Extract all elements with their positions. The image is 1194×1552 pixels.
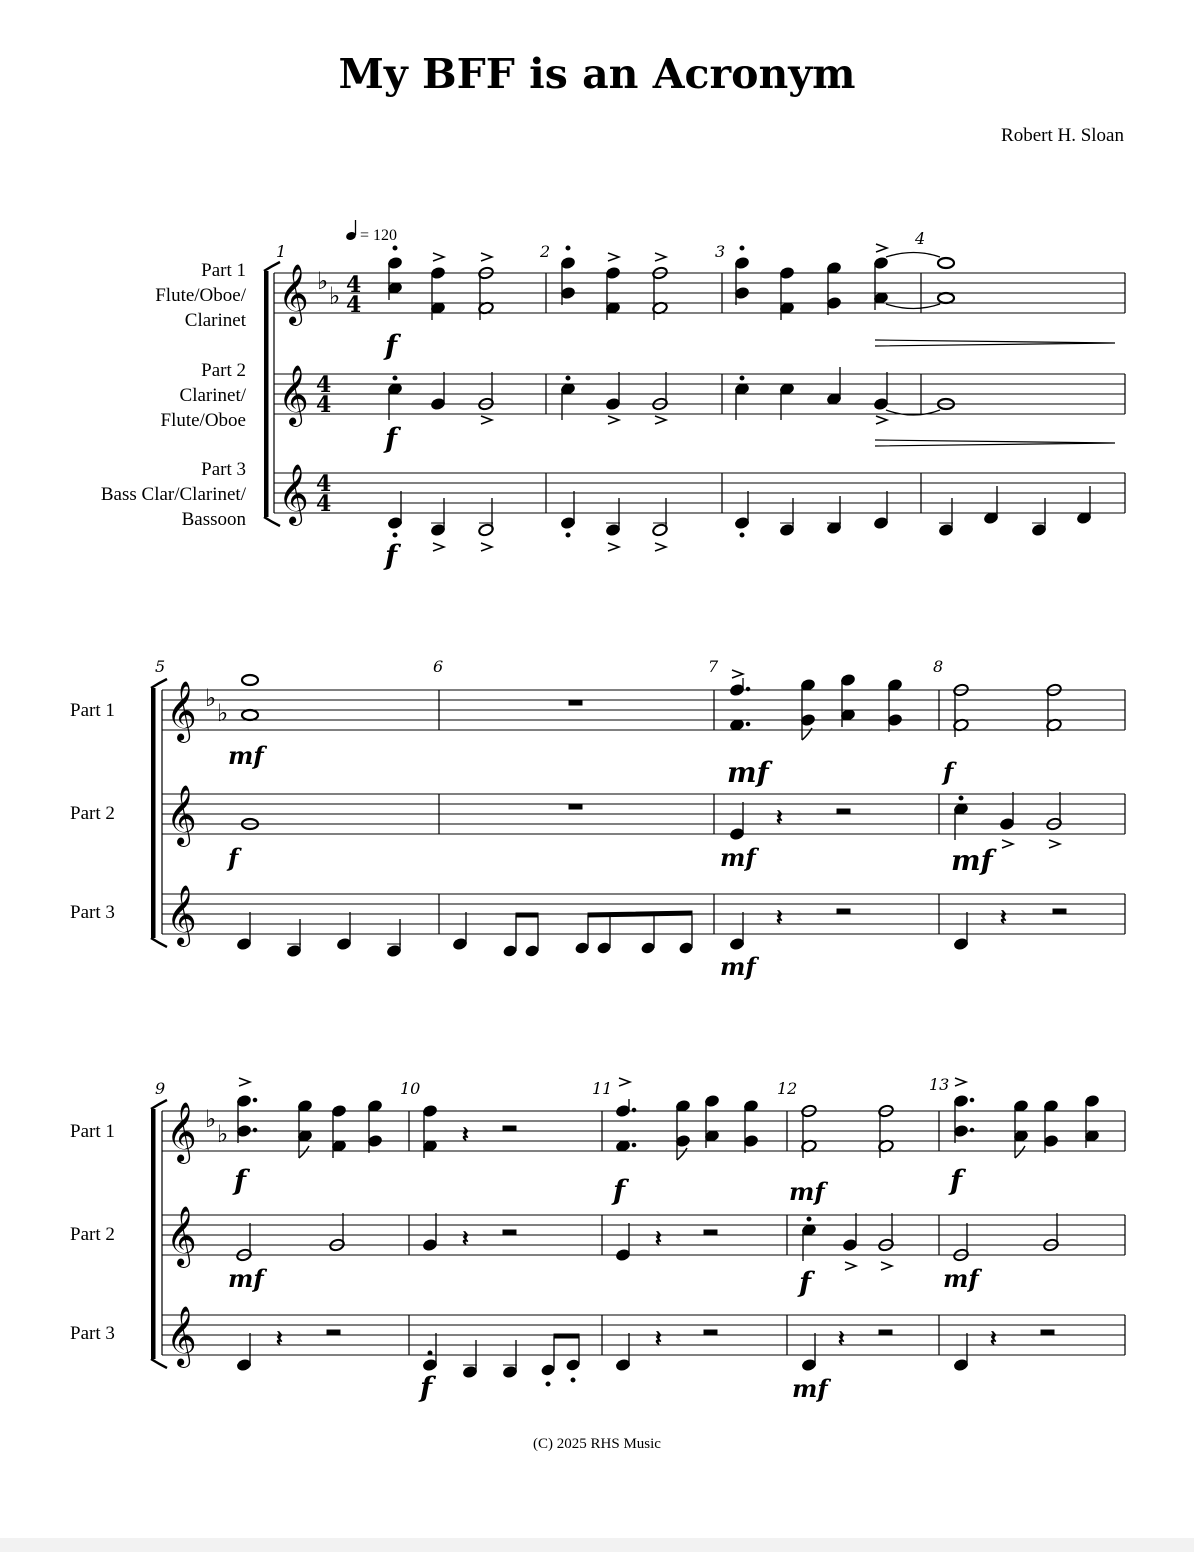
flat-icon: ♭ <box>329 282 341 310</box>
part-1-instrument-line-1: Flute/Oboe/ <box>155 285 246 306</box>
system-3-part-1-name: Part 1 <box>70 1121 115 1142</box>
whole-rest <box>569 804 582 809</box>
part-2-instrument-line-1: Clarinet/ <box>179 385 246 406</box>
system-1 <box>264 229 1125 572</box>
flat-icon: ♭ <box>217 1120 229 1148</box>
dynamic-marking: mf <box>720 952 756 981</box>
flat-icon: ♭ <box>217 699 229 727</box>
half-rest <box>1041 1330 1054 1335</box>
dynamic-marking: f <box>385 329 398 362</box>
system-2 <box>151 657 1125 981</box>
quarter-rest-icon: 𝄽 <box>1000 906 1007 931</box>
system-3-staves <box>162 1111 1125 1355</box>
accents <box>433 244 887 261</box>
system-3-part-3-name: Part 3 <box>70 1323 115 1344</box>
dynamic-marking: mf <box>789 1177 825 1206</box>
system-1-staff-part-2 <box>274 374 1125 414</box>
part-2-instrument-line-2: Flute/Oboe <box>160 410 246 431</box>
score-title: My BFF is an Acronym <box>338 50 856 98</box>
system-3-bracket <box>151 1100 167 1368</box>
system-1-staff-part-1 <box>274 273 1125 313</box>
measure-number: 2 <box>540 242 551 261</box>
treble-clef-icon: 𝄞 <box>166 1206 197 1266</box>
part-3-instrument-line-2: Bassoon <box>181 509 246 530</box>
dynamic-marking: f <box>228 843 239 872</box>
system-2-part-2-name: Part 2 <box>70 803 115 824</box>
half-rest <box>503 1126 516 1131</box>
dynamic-marking: f <box>385 422 398 455</box>
measure-number: 7 <box>708 657 719 676</box>
part-3-label: Part 3 <box>201 459 246 480</box>
half-rest <box>837 909 850 914</box>
quarter-rest-icon: 𝄽 <box>655 1327 662 1352</box>
bottom-strip <box>0 1538 1194 1552</box>
treble-clef-icon: 𝄞 <box>166 785 197 845</box>
dynamic-marking: f <box>385 539 398 572</box>
tempo-marking <box>345 220 397 244</box>
half-rest <box>1053 909 1066 914</box>
measure-number: 13 <box>929 1075 950 1094</box>
time-signature-bottom: 4 <box>316 392 332 418</box>
quarter-rest-icon: 𝄽 <box>462 1123 469 1148</box>
treble-clef-icon: 𝄞 <box>166 885 197 945</box>
part-1-instrument-line-2: Clarinet <box>184 310 246 331</box>
measure-number: 9 <box>155 1079 166 1098</box>
quarter-rest-icon: 𝄽 <box>776 906 783 931</box>
dynamic-marking: mf <box>228 741 264 770</box>
half-rest <box>704 1230 717 1235</box>
system-2-part-1-name: Part 1 <box>70 700 115 721</box>
measure-number: 12 <box>777 1079 798 1098</box>
flat-icon: ♭ <box>317 267 329 295</box>
measure-number: 1 <box>276 242 287 261</box>
part-2-label: Part 2 <box>201 360 246 381</box>
system-2-part-3-name: Part 3 <box>70 902 115 923</box>
flat-icon: ♭ <box>205 684 217 712</box>
time-signature-bottom: 4 <box>346 292 362 318</box>
quarter-rest-icon: 𝄽 <box>276 1327 283 1352</box>
quarter-rest-icon: 𝄽 <box>990 1327 997 1352</box>
measure-number: 8 <box>933 657 944 676</box>
dynamic-marking: mf <box>727 756 769 789</box>
dynamic-marking: mf <box>228 1264 264 1293</box>
tempo-value: = 120 <box>360 227 398 244</box>
system-1-dynamics <box>383 329 402 572</box>
quarter-rest-icon: 𝄽 <box>776 806 783 831</box>
measure-number: 5 <box>155 657 166 676</box>
dynamic-marking: f <box>950 1164 963 1197</box>
treble-clef-icon: 𝄞 <box>278 464 309 524</box>
half-rest <box>879 1330 892 1335</box>
quarter-rest-icon: 𝄽 <box>462 1227 469 1252</box>
quarter-rest-icon: 𝄽 <box>838 1327 845 1352</box>
system-3-measure-numbers <box>155 1075 949 1098</box>
dynamic-marking: mf <box>792 1374 828 1403</box>
time-signature-top: 4 <box>316 372 332 398</box>
system-2-staves <box>162 690 1125 934</box>
part-3-instrument-line-1: Bass Clar/Clarinet/ <box>100 484 246 505</box>
measure-number: 4 <box>915 229 926 248</box>
treble-clef-icon: 𝄞 <box>278 264 309 324</box>
whole-rest <box>569 700 582 705</box>
treble-clef-icon: 𝄞 <box>278 365 309 425</box>
dynamic-marking: mf <box>951 844 993 877</box>
system-2-measure-numbers <box>155 657 943 676</box>
tie <box>886 253 940 258</box>
treble-clef-icon: 𝄞 <box>166 1102 197 1162</box>
time-signature-top: 4 <box>316 471 332 497</box>
flat-icon: ♭ <box>205 1105 217 1133</box>
dynamic-marking: f <box>943 757 954 786</box>
dynamic-marking: f <box>234 1164 247 1197</box>
system-1-barlines <box>546 273 1125 513</box>
dynamic-marking: mf <box>720 843 756 872</box>
treble-clef-icon: 𝄞 <box>166 681 197 741</box>
dynamic-marking: f <box>613 1174 626 1207</box>
composer-name: Robert H. Sloan <box>1001 125 1124 146</box>
decrescendo-hairpin <box>875 440 1115 446</box>
system-3-notes <box>236 1094 1100 1386</box>
system-2-bracket <box>151 679 167 947</box>
quarter-rest-icon: 𝄽 <box>655 1227 662 1252</box>
measure-number: 6 <box>433 657 444 676</box>
dynamic-marking: f <box>420 1371 433 1404</box>
half-rest <box>704 1330 717 1335</box>
staccato-dot <box>393 246 397 250</box>
system-3 <box>151 1075 1125 1404</box>
system-2-notes <box>236 673 1066 957</box>
measure-number: 10 <box>400 1079 421 1098</box>
copyright-notice: (C) 2025 RHS Music <box>533 1436 661 1452</box>
system-3-dynamics <box>228 1164 982 1404</box>
dynamic-marking: f <box>799 1266 812 1299</box>
accents <box>481 416 887 424</box>
dynamic-marking: mf <box>943 1264 979 1293</box>
tie <box>886 304 940 309</box>
half-rest <box>837 809 850 814</box>
treble-clef-icon: 𝄞 <box>166 1306 197 1366</box>
system-3-part-2-name: Part 2 <box>70 1224 115 1245</box>
part-1-label: Part 1 <box>201 260 246 281</box>
time-signature-bottom: 4 <box>316 491 332 517</box>
measure-number: 3 <box>715 242 726 261</box>
half-rest <box>327 1330 340 1335</box>
accents <box>433 543 666 551</box>
half-rest <box>503 1230 516 1235</box>
time-signature-top: 4 <box>346 272 362 298</box>
decrescendo-hairpin <box>875 340 1115 346</box>
system-1-part-3-notes <box>387 486 1091 537</box>
measure-number: 11 <box>592 1079 613 1098</box>
